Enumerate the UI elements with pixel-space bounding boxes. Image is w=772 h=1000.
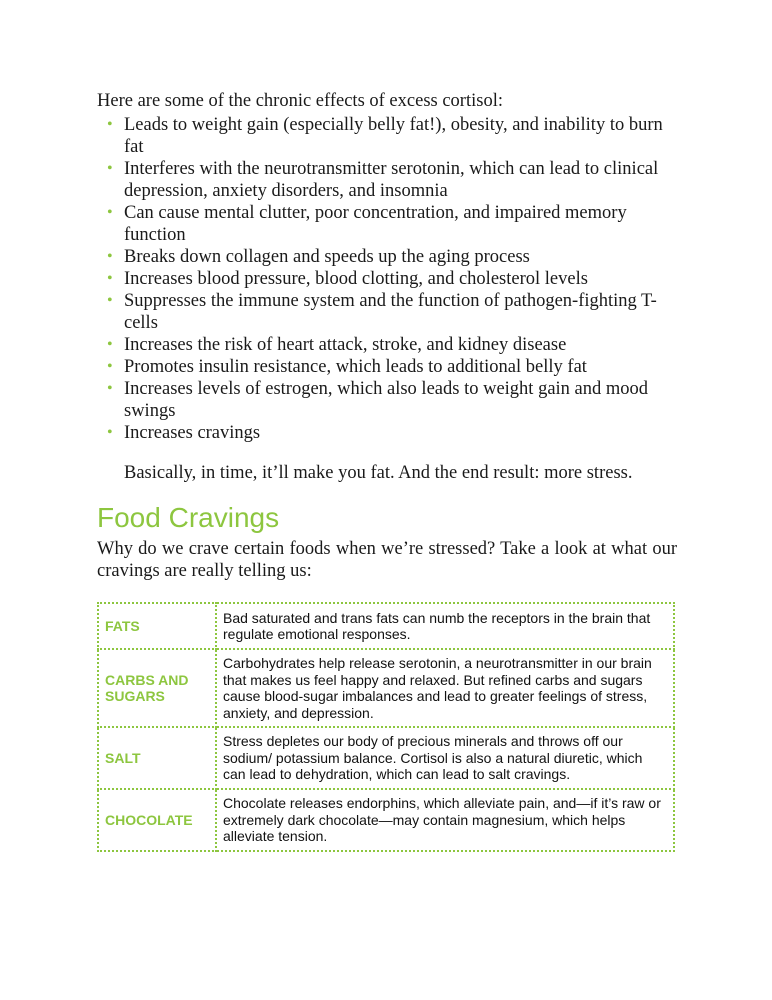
craving-description: Chocolate releases endorphins, which alleviate pain, and—if it’s raw or extremely dark chocolate—may contain magnesium, which helps alleviate tension.: [216, 789, 674, 851]
table-row: [98, 603, 674, 649]
section-heading: Food Cravings: [97, 502, 280, 533]
craving-label: SALT: [98, 727, 216, 789]
list-item: [107, 290, 677, 334]
list-item: [107, 356, 677, 378]
bullet-icon: •: [107, 204, 113, 221]
craving-label: FATS: [98, 603, 216, 649]
list-item: [107, 202, 677, 246]
list-item-text: Promotes insulin resistance, which leads to additional belly fat: [124, 357, 587, 377]
table-row: [98, 789, 674, 851]
bullet-icon: •: [107, 336, 113, 353]
list-item-text: Can cause mental clutter, poor concentration, and impaired memory function: [124, 203, 627, 245]
list-item-text: Leads to weight gain (especially belly fat!), obesity, and inability to burn fat: [124, 115, 663, 157]
craving-label: CARBS AND SUGARS: [98, 649, 216, 727]
craving-description: Stress depletes our body of precious minerals and throws off our sodium/ potassium balance. Cortisol is also a natural diuretic, which can lead to dehydration, which can lead to salt cravings.: [216, 727, 674, 789]
bullet-icon: •: [107, 248, 113, 265]
list-item-text: Suppresses the immune system and the function of pathogen-fighting T-cells: [124, 291, 657, 333]
summary-paragraph: Basically, in time, it’ll make you fat. And the end result: more stress.: [124, 463, 633, 483]
bullet-icon: •: [107, 358, 113, 375]
craving-description: Carbohydrates help release serotonin, a neurotransmitter in our brain that makes us feel happy and relaxed. But refined carbs and sugars cause blood-sugar imbalances and lead to greater feelings of stress, anxiety, and depression.: [216, 649, 674, 727]
bullet-icon: •: [107, 116, 113, 133]
table-row: [98, 727, 674, 789]
cravings-table: [97, 602, 675, 852]
table-row: [98, 649, 674, 727]
list-item-text: Increases levels of estrogen, which also leads to weight gain and mood swings: [124, 379, 649, 421]
list-item-text: Breaks down collagen and speeds up the aging process: [124, 247, 530, 267]
list-item: [107, 268, 677, 290]
section-lead-paragraph: Why do we crave certain foods when we’re stressed? Take a look at what our cravings are really telling us:: [97, 539, 677, 581]
list-item: [107, 246, 677, 268]
bullet-icon: •: [107, 160, 113, 177]
cortisol-effects-list: [97, 114, 677, 444]
craving-description: Bad saturated and trans fats can numb the receptors in the brain that regulate emotional responses.: [216, 603, 674, 649]
list-item: [107, 158, 677, 202]
bullet-icon: •: [107, 292, 113, 309]
list-item-text: Increases blood pressure, blood clotting, and cholesterol levels: [124, 269, 588, 289]
list-item-text: Increases cravings: [124, 423, 261, 443]
craving-label: CHOCOLATE: [98, 789, 216, 851]
list-item-text: Interferes with the neurotransmitter serotonin, which can lead to clinical depression, anxiety disorders, and insomnia: [124, 159, 659, 201]
bullet-icon: •: [107, 424, 113, 441]
list-item: [107, 422, 677, 444]
document-page: [97, 90, 677, 852]
list-item: [107, 114, 677, 158]
bullet-icon: •: [107, 380, 113, 397]
list-item-text: Increases the risk of heart attack, stroke, and kidney disease: [124, 335, 567, 355]
intro-paragraph: Here are some of the chronic effects of excess cortisol:: [97, 91, 503, 111]
list-item: [107, 334, 677, 356]
list-item: [107, 378, 677, 422]
bullet-icon: •: [107, 270, 113, 287]
